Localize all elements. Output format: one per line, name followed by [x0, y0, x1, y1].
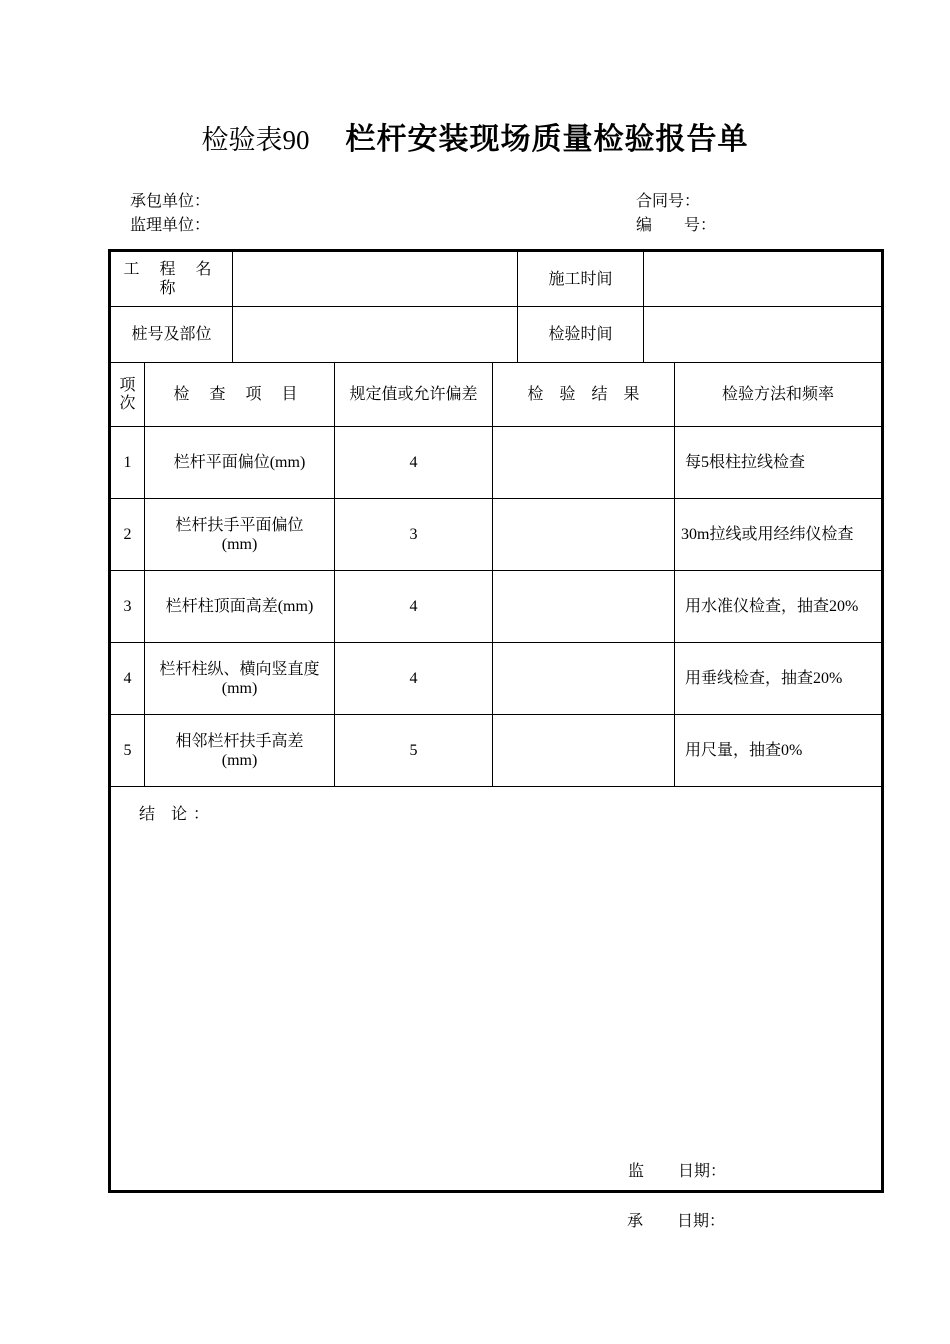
- construction-time-label: 施工时间: [518, 251, 644, 307]
- row-method: 每5根柱拉线检查: [675, 427, 883, 499]
- row-item: 栏杆柱纵、横向竖直度(mm): [145, 643, 335, 715]
- row-result[interactable]: [493, 571, 675, 643]
- row-result[interactable]: [493, 643, 675, 715]
- project-name-value[interactable]: [233, 251, 518, 307]
- header-item-no: 项次: [110, 363, 145, 427]
- row-spec: 3: [335, 499, 493, 571]
- header-row: [110, 363, 883, 427]
- contractor-label: 承包单位：: [130, 193, 211, 210]
- row-method: 30m拉线或用经纬仪检查: [675, 499, 883, 571]
- row-method: 用水准仪检查，抽查20%: [675, 571, 883, 643]
- supervisor-sign-label: 监: [628, 1163, 645, 1180]
- header-spec: 规定值或允许偏差: [335, 363, 493, 427]
- table-row: [110, 427, 883, 499]
- row-spec: 4: [335, 427, 493, 499]
- construction-time-value[interactable]: [644, 251, 883, 307]
- row-no: 2: [110, 499, 145, 571]
- row-no: 3: [110, 571, 145, 643]
- row-spec: 4: [335, 643, 493, 715]
- row-no: 5: [110, 715, 145, 787]
- conclusion-area: [111, 787, 881, 1190]
- row-spec: 5: [335, 715, 493, 787]
- inspection-time-value[interactable]: [644, 307, 883, 363]
- station-row: [110, 307, 883, 363]
- form-title: 栏杆安装现场质量检验报告单: [345, 123, 749, 156]
- station-label: 桩号及部位: [110, 307, 233, 363]
- conclusion-row: [110, 787, 883, 1192]
- header-result: 检 验 结 果: [493, 363, 675, 427]
- row-result[interactable]: [493, 499, 675, 571]
- row-item: 栏杆平面偏位(mm): [145, 427, 335, 499]
- row-no: 1: [110, 427, 145, 499]
- row-result[interactable]: [493, 427, 675, 499]
- inspection-form-table: [108, 249, 884, 1193]
- contractor-date-label: 日期：: [677, 1213, 726, 1230]
- supervisor-date-label: 日期：: [678, 1163, 727, 1180]
- table-row: [110, 499, 883, 571]
- table-row: [110, 643, 883, 715]
- project-name-label: 工 程 名 称: [110, 251, 233, 307]
- header-method: 检验方法和频率: [675, 363, 883, 427]
- contract-no-label: 合同号：: [636, 193, 701, 210]
- row-spec: 4: [335, 571, 493, 643]
- row-item: 栏杆柱顶面高差(mm): [145, 571, 335, 643]
- serial-no-label: 编 号：: [636, 217, 717, 234]
- conclusion-label: 结 论：: [139, 806, 216, 823]
- row-method: 用垂线检查，抽查20%: [675, 643, 883, 715]
- project-name-row: [110, 251, 883, 307]
- row-result[interactable]: [493, 715, 675, 787]
- row-item: 相邻栏杆扶手高差(mm): [145, 715, 335, 787]
- table-row: [110, 571, 883, 643]
- table-row: [110, 715, 883, 787]
- contractor-sign-label: 承: [627, 1213, 644, 1230]
- row-no: 4: [110, 643, 145, 715]
- inspection-time-label: 检验时间: [518, 307, 644, 363]
- document-title: [0, 114, 950, 158]
- header-item: 检 查 项 目: [145, 363, 335, 427]
- station-value[interactable]: [233, 307, 518, 363]
- supervisor-unit-label: 监理单位：: [130, 217, 211, 234]
- conclusion-cell[interactable]: [110, 787, 883, 1192]
- row-method: 用尺量，抽查0%: [675, 715, 883, 787]
- form-number: 检验表90: [201, 125, 310, 155]
- row-item: 栏杆扶手平面偏位(mm): [145, 499, 335, 571]
